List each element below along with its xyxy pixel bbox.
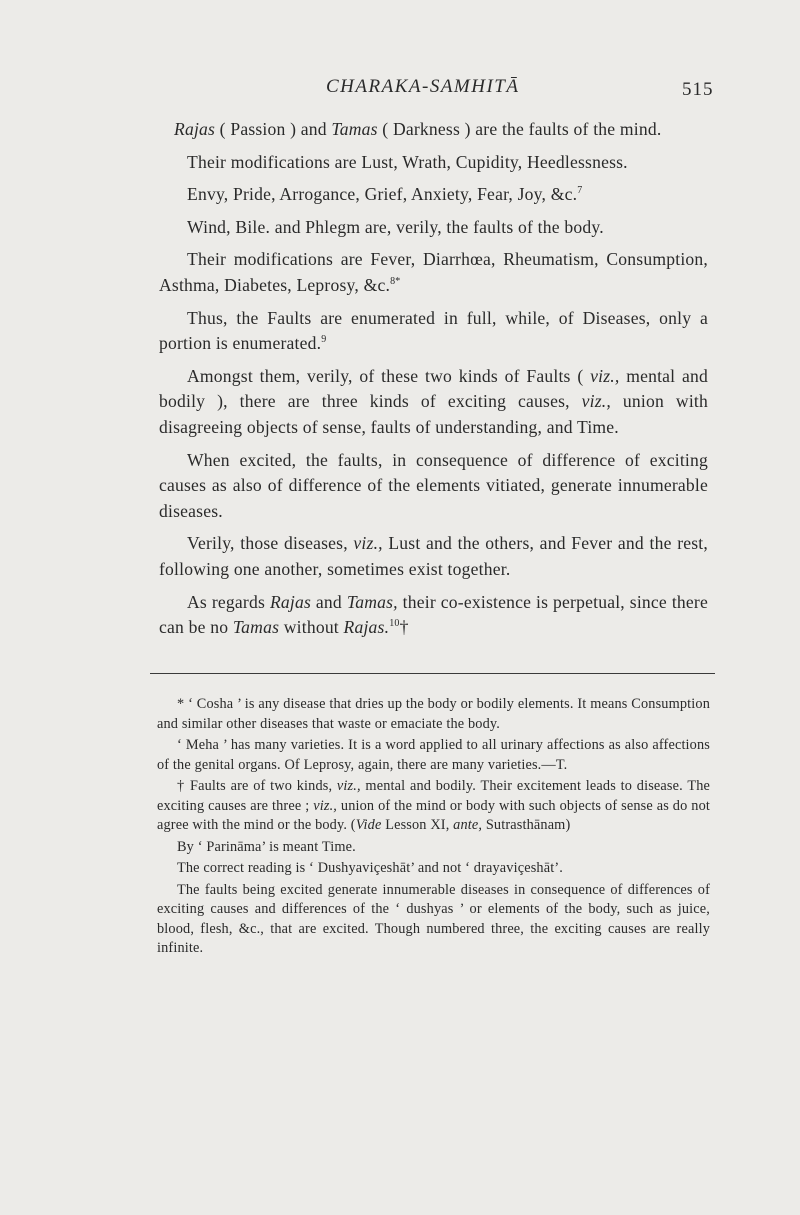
paragraph: When excited, the faults, in consequence of difference of exciting causes as also of difference of the elements vitiated, generate innumerable diseases. [159,449,708,521]
text-run: union of the mind or body with such objects of sense as do not agree with the mind or the body. ( [157,797,711,833]
text-run: ( Darkness ) are the faults of the mind. [377,119,662,139]
footnotes [157,695,710,961]
text-run: ( Passion ) and [215,119,332,139]
main-text [159,117,708,648]
paragraph: Wind, Bile. and Phlegm are, verily, the faults of the body. [187,216,604,237]
text-run: As regards [187,591,270,612]
dagger-mark: † [399,617,409,638]
paragraph [159,364,708,441]
footnote: The faults being excited generate innumerable diseases in consequence of differences of exciting causes and differences of the ‘ dushyas ’ or elements of the body, such as juice, blood, flesh, &c., that are excited. Though numbered three, the exciting causes are really infinite. [157,881,710,956]
text-run: Thus, the Faults are enumerated in full, while, of Diseases, only a portion is enumerated. [159,307,708,354]
text-run: † Faults are of two kinds, [177,778,337,794]
italic-term: viz., [336,778,361,794]
note-reference: 10 [389,618,400,630]
text-run: Lust and the others, and Fever and the rest, following one another, sometimes exist together. [159,533,708,579]
paragraph [159,590,708,641]
text-run: Sutrasthānam) [482,817,571,833]
text-run: Envy, Pride, Arrogance, Grief, Anxiety, Fear, Joy, &c. [187,184,578,205]
italic-term: ante, [453,817,483,833]
italic-term: Vide [355,817,382,833]
paragraph [159,247,708,298]
text-run: Their modifications are Fever, Diarrhœa, Rheumatism, Consumption, Asthma, Diabetes, Leprosy, &c. [159,249,708,295]
sanskrit-term: Tamas, [346,591,398,612]
italic-term: viz., [313,797,338,814]
sanskrit-term: Tamas [331,119,378,139]
paragraph [159,182,708,208]
note-reference: 7 [577,185,583,197]
page-number: 515 [682,79,714,100]
footnote: The correct reading is ‘ Dushyaviçeshāt’ and not ‘ drayaviçeshāt’. [177,860,563,876]
footnote [157,777,710,836]
note-reference: 8* [390,275,401,287]
text-run: Lesson XI, [381,817,454,833]
sanskrit-term: Rajas [269,591,312,612]
sanskrit-term: Tamas [232,617,280,638]
text-run: Amongst them, verily, of these two kinds of Faults ( [187,365,591,386]
paragraph [159,117,708,143]
text-run: mental and bodily ), there are three kinds of exciting causes, [159,365,709,412]
footnote: * ‘ Cosha ’ is any disease that dries up the body or bodily elements. It means Consumption and similar other diseases that waste or emaciate the body. [157,696,710,732]
text-run: their co-existence is perpetual, since there can be no [159,591,709,638]
italic-term: viz., [353,533,383,554]
text-run: Verily, those diseases, [187,533,354,554]
footnote: By ‘ Parināma’ is meant Time. [177,838,356,855]
note-reference: 9 [321,334,327,346]
page-header [0,76,800,106]
text-run: without [279,617,344,638]
paragraph [159,531,708,582]
text-run: and [311,591,347,612]
footnote: ‘ Meha ’ has many varieties. It is a word applied to all urinary affections as also affections of the genital organs. Of Leprosy, again, there are many varieties.—T. [157,737,710,773]
footnote-divider [150,673,715,674]
running-head: CHARAKA-SAMHITĀ [326,76,520,97]
italic-term: viz., [581,391,611,412]
text-run: union with disagreeing objects of sense, faults of understanding, and Time. [159,391,708,437]
sanskrit-term: Rajas. [343,617,390,638]
text-run: mental and bodily. Their excitement leads to disease. The exciting causes are three ; [157,778,710,814]
italic-term: viz., [590,365,620,386]
paragraph [159,306,708,357]
sanskrit-term: Rajas [174,119,216,139]
paragraph: Their modifications are Lust, Wrath, Cupidity, Heedlessness. [187,151,628,172]
